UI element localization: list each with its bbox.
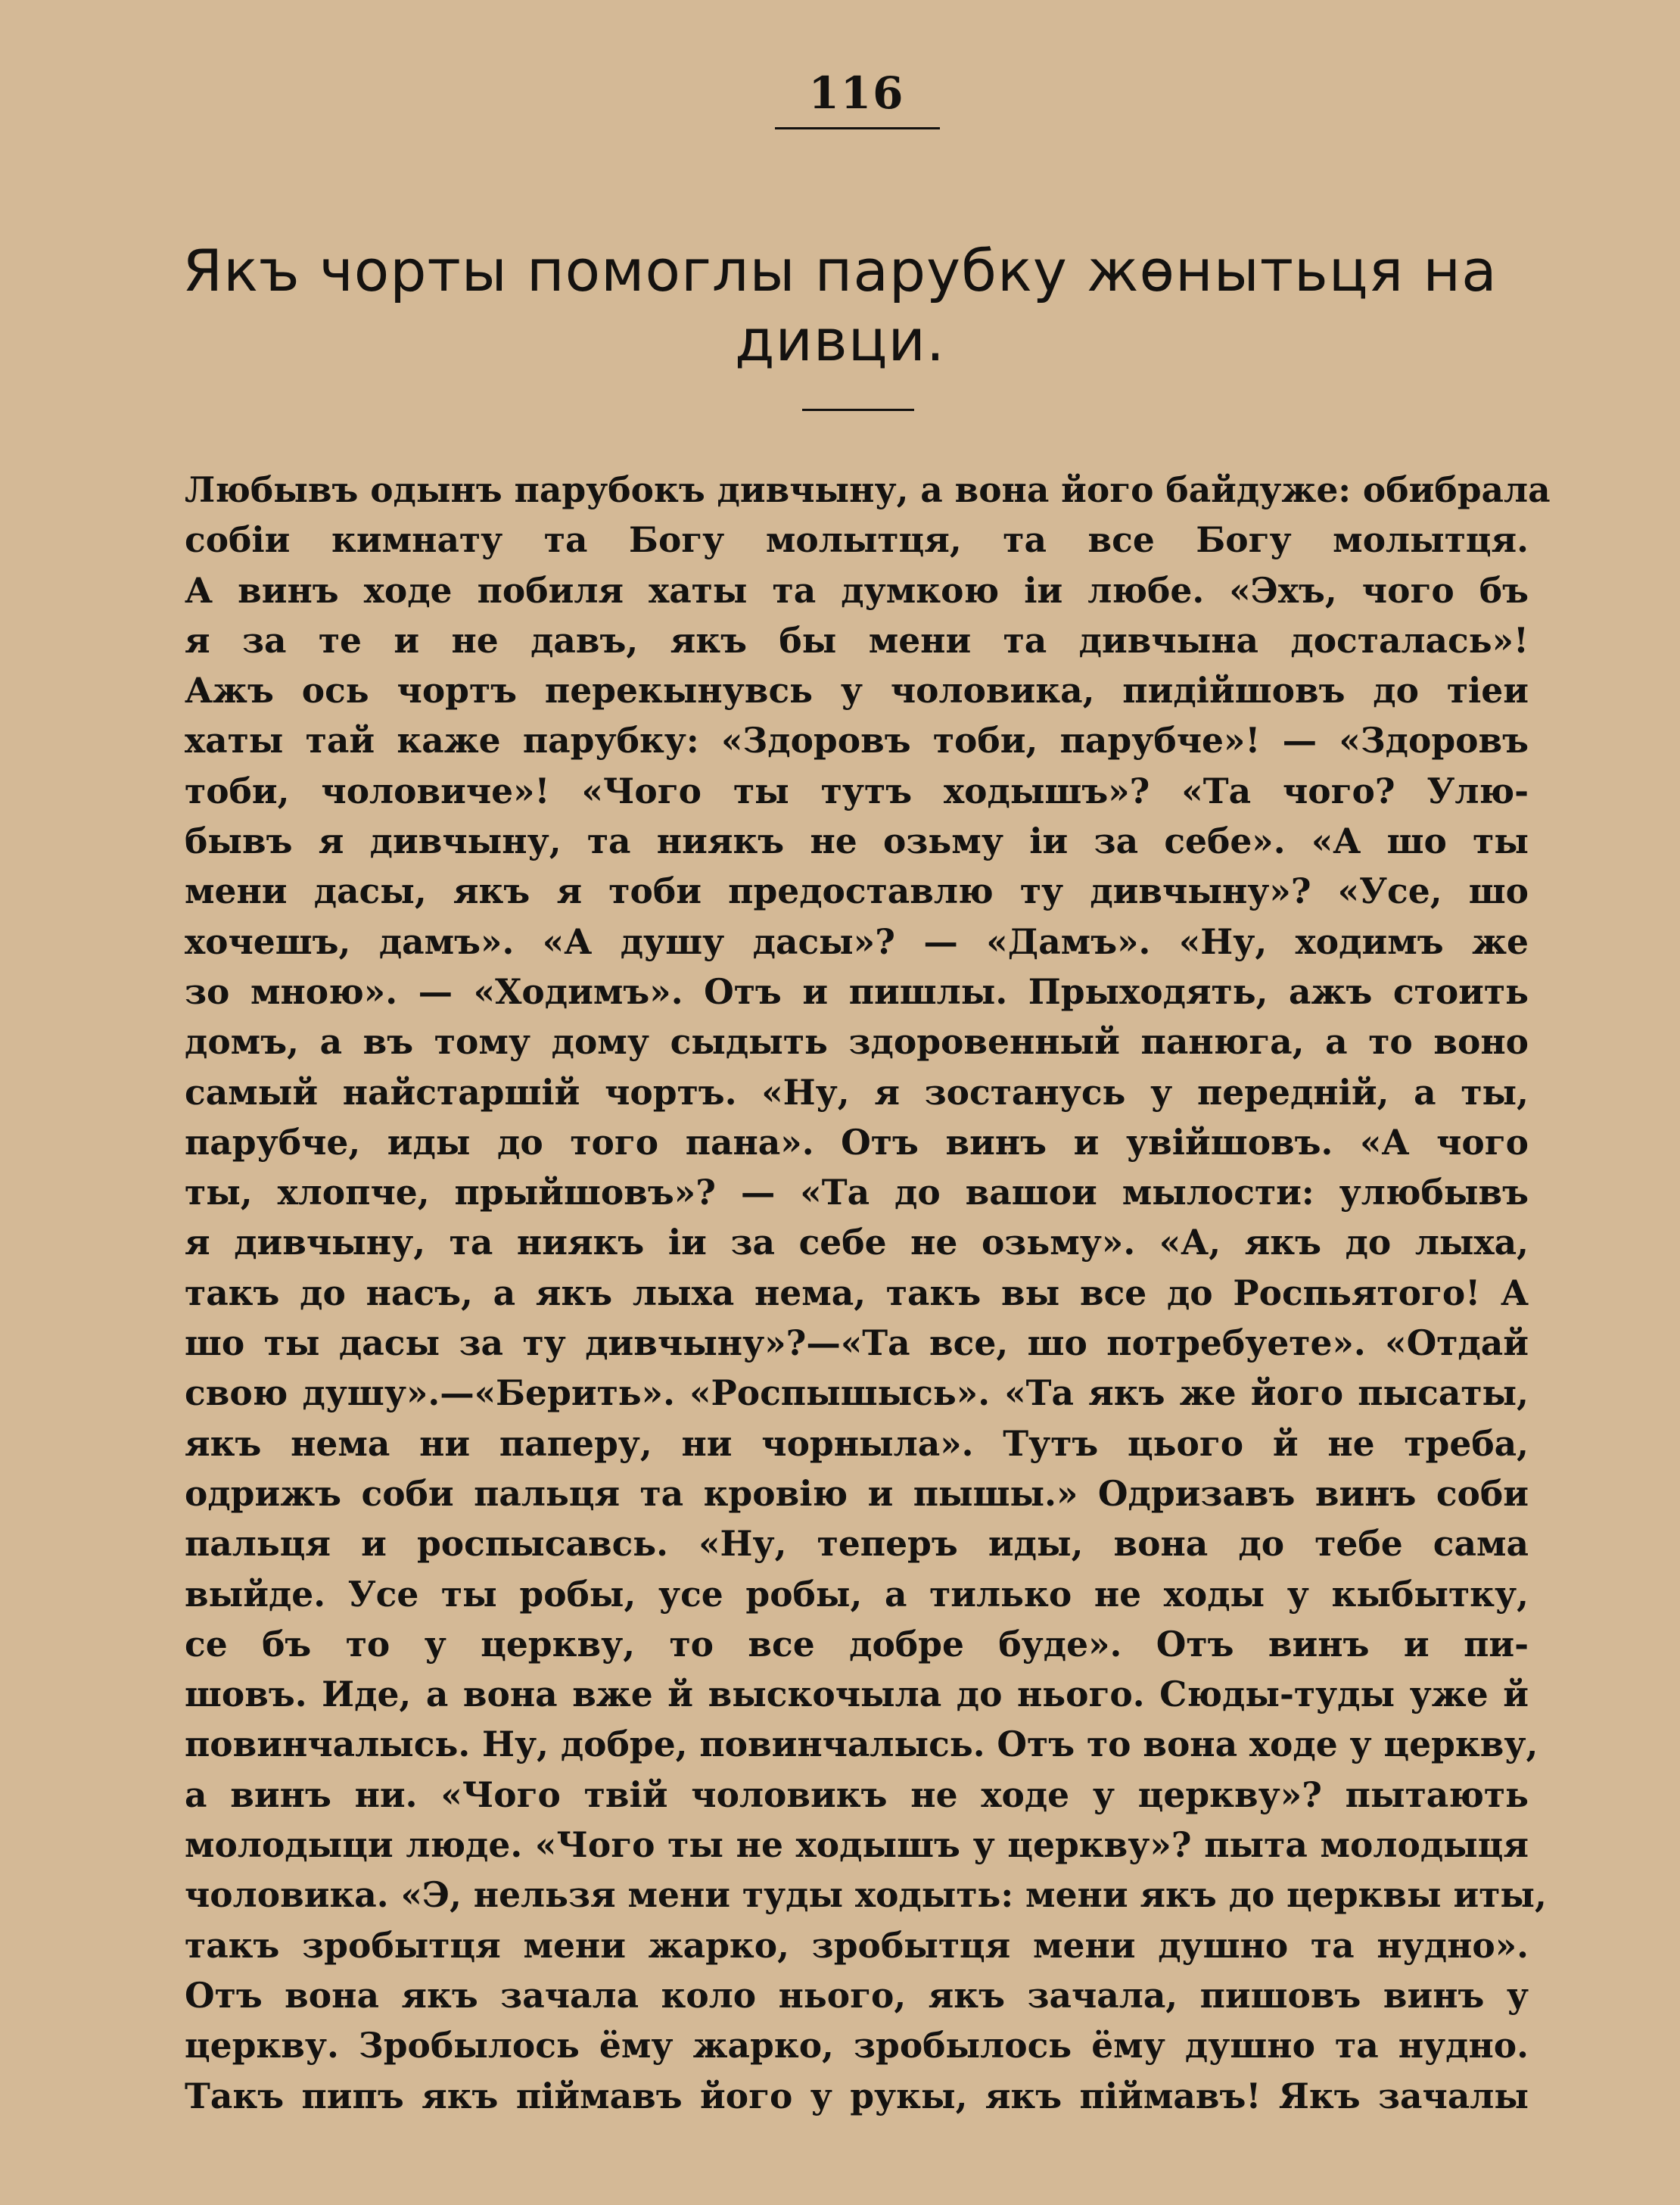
body-line: повинчалысь. Ну, добре, повинчалысь. Отъ то вона ходе у церкву, — [185, 1724, 1538, 1765]
body-line: бывъ я дивчыну, та ниякъ не озьму іи за себе». «А шо ты — [185, 821, 1529, 862]
body-line: такъ до насъ, а якъ лыха нема, такъ вы все до Роспьятого! А — [185, 1272, 1529, 1313]
story-title-line: Якъ чорты помоглы парубку жөнытьця на — [182, 237, 1498, 304]
body-line: церкву. Зробылось ёму жарко, зробылось ёму душно та нудно. — [185, 2025, 1529, 2066]
body-line: Отъ вона якъ зачала коло нього, якъ зачала, пишовъ винъ у — [185, 1974, 1529, 2016]
story-body — [185, 465, 1551, 2121]
body-line: якъ нема ни паперу, ни чорныла». Тутъ цього й не треба, — [185, 1422, 1529, 1464]
body-line: одрижъ соби пальця та кровію и пышы.» Одризавъ винъ соби — [185, 1472, 1529, 1514]
body-line: выйде. Усе ты робы, усе робы, а тилько не ходы у кыбытку, — [185, 1573, 1529, 1615]
body-line: Любывъ одынъ парубокъ дивчыну, а вона його байдуже: обибрала — [185, 469, 1551, 510]
body-line: парубче, иды до того пана». Отъ винъ и увійшовъ. «А чого — [185, 1121, 1529, 1163]
body-line: свою душу».—«Берить». «Роспышысь». «Та якъ же його пысаты, — [185, 1372, 1529, 1414]
story-title-line: дивци. — [734, 307, 945, 374]
body-line: хочешъ, дамъ». «А душу дасы»? — «Дамъ». «Ну, ходимъ же — [185, 920, 1529, 962]
body-line: Ажъ ось чортъ перекынувсь у чоловика, пидійшовъ до тіеи — [185, 670, 1529, 712]
body-line: домъ, а въ тому дому сыдыть здоровенный панюга, а то воно — [185, 1021, 1529, 1063]
body-line: мени дасы, якъ я тоби предоставлю ту дивчыну»? «Усе, шо — [185, 870, 1529, 912]
body-line: шо ты дасы за ту дивчыну»?—«Та все, шо потребуете». «Отдай — [185, 1322, 1529, 1364]
body-line: Такъ пипъ якъ піймавъ його у рукы, якъ піймавъ! Якъ зачалы — [185, 2075, 1529, 2116]
body-line: молодыци люде. «Чого ты не ходышъ у церкву»? пыта молодыця — [185, 1824, 1529, 1866]
body-line: пальця и роспысавсь. «Ну, теперъ иды, вона до тебе сама — [185, 1523, 1529, 1565]
body-line: чоловика. «Э, нельзя мени туды ходыть: мени якъ до церквы иты, — [185, 1874, 1547, 1916]
story-title — [159, 236, 1521, 375]
body-line: ты, хлопче, прыйшовъ»? — «Та до вашои мылости: улюбывъ — [185, 1172, 1529, 1213]
title-divider — [802, 409, 914, 411]
body-line: собіи кимнату та Богу молытця, та все Богу молытця. — [185, 519, 1529, 561]
body-line: тоби, чоловиче»! «Чого ты тутъ ходышъ»? «Та чого? Улю- — [185, 770, 1529, 811]
body-line: я дивчыну, та ниякъ іи за себе не озьму». «А, якъ до лыха, — [185, 1222, 1529, 1263]
body-line: а винъ ни. «Чого твій чоловикъ не ходе у церкву»? пытають — [185, 1774, 1529, 1815]
body-line: зо мною». — «Ходимъ». Отъ и пишлы. Прыходять, ажъ стоить — [185, 970, 1529, 1012]
page-number: 116 — [808, 67, 905, 119]
page-number-underline — [775, 127, 940, 129]
body-line: такъ зробытця мени жарко, зробытця мени душно та нудно». — [185, 1924, 1529, 1966]
body-line: я за те и не давъ, якъ бы мени та дивчына досталась»! — [185, 619, 1529, 661]
body-line: шовъ. Иде, а вона вже й выскочыла до нього. Сюды-туды уже й — [185, 1674, 1529, 1715]
body-line: самый найстаршій чортъ. «Ну, я зостанусь у передній, а ты, — [185, 1071, 1529, 1113]
body-line: хаты тай каже парубку: «Здоровъ тоби, парубче»! — «Здоровъ — [185, 720, 1529, 761]
body-line: се бъ то у церкву, то все добре буде». Отъ винъ и пи- — [185, 1623, 1529, 1665]
body-line: А винъ ходе побиля хаты та думкою іи любе. «Эхъ, чого бъ — [185, 569, 1529, 611]
